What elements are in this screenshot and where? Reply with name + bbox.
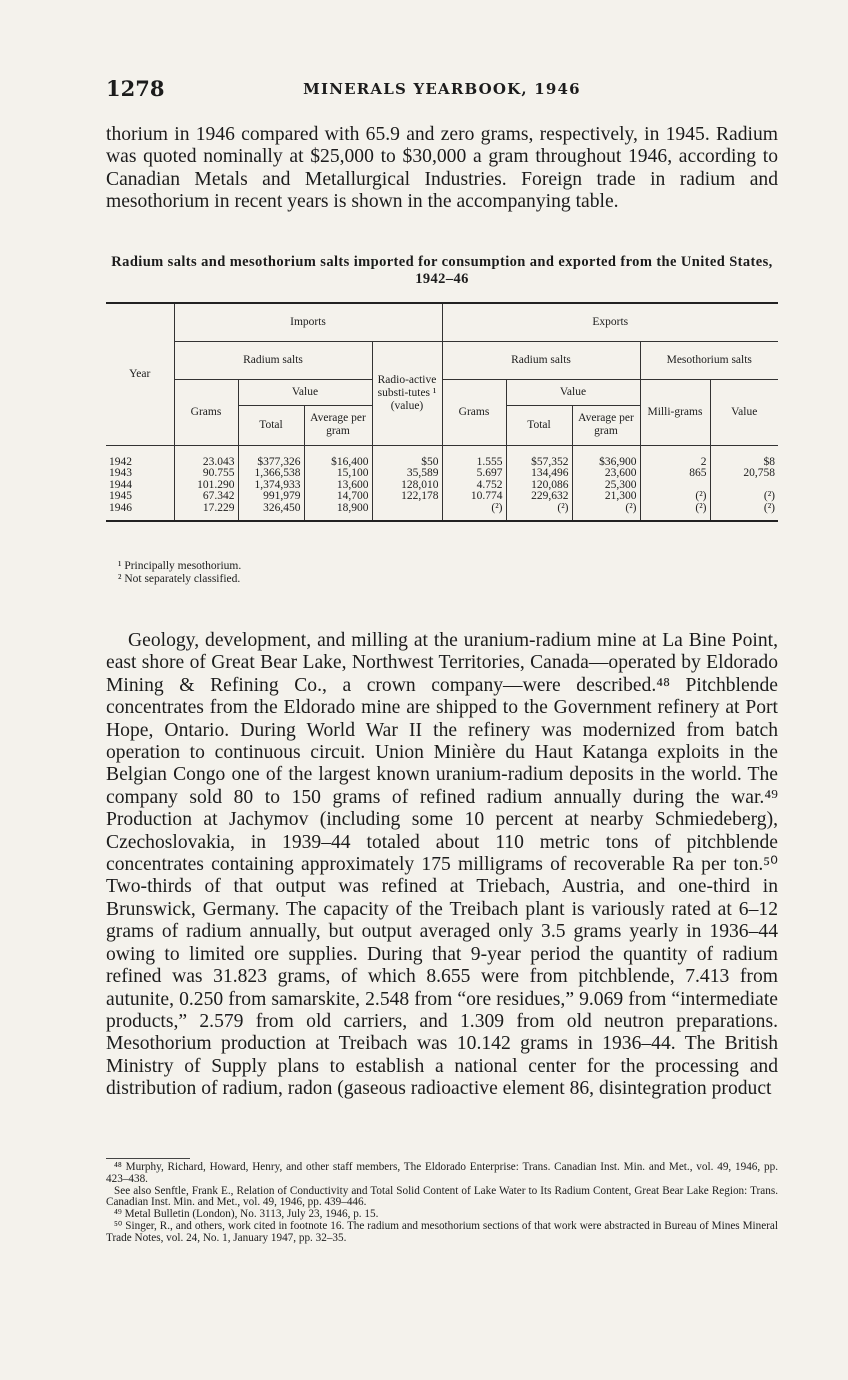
footnote-48: ⁴⁸ Murphy, Richard, Howard, Henry, and other staff members, The Eldorado Enterprise: Trans. Canadian Inst. Min. and Met., vol. 49, 1946, pp. 423–438. — [106, 1161, 778, 1185]
cell-imp-total: 326,450 — [238, 503, 304, 522]
cell-exp-total: $57,352 — [506, 445, 572, 468]
cell-exp-average: 25,300 — [572, 480, 640, 492]
page-number: 1278 — [106, 76, 165, 101]
cell-imp-total: 1,374,933 — [238, 480, 304, 492]
col-header-exp-total: Total — [506, 405, 572, 445]
col-header-imports: Imports — [174, 303, 442, 341]
table-title: Radium salts and mesothorium salts imported for consumption and exported from the United States, 1942–46 — [111, 254, 773, 287]
cell-radioactive: 35,589 — [372, 468, 442, 480]
cell-imp-grams: 17.229 — [174, 503, 238, 522]
col-header-exp-average: Average per gram — [572, 405, 640, 445]
col-header-imp-average: Average per gram — [304, 405, 372, 445]
cell-imp-grams: 67.342 — [174, 491, 238, 503]
table-notes — [118, 560, 241, 585]
running-head: MINERALS YEARBOOK, 1946 — [303, 80, 581, 98]
cell-meso-value: $8 — [710, 445, 778, 468]
intro-paragraph: thorium in 1946 compared with 65.9 and zero grams, respectively, in 1945. Radium was quoted nominally at $25,000 to $30,000 a gram throughout 1946, according to Canadian Metals and Metallurgical Industries. Foreign trade in radium and mesothorium in recent years is shown in the accompanying table. — [106, 124, 778, 213]
cell-exp-total: 229,632 — [506, 491, 572, 503]
cell-meso-mg: (²) — [640, 503, 710, 522]
col-header-imp-total: Total — [238, 405, 304, 445]
table-row — [106, 468, 778, 480]
col-header-imp-radium-salts: Radium salts — [174, 341, 372, 379]
footnote-50: ⁵⁰ Singer, R., and others, work cited in footnote 16. The radium and mesothorium sections of that work were abstracted in Bureau of Mines Mineral Trade Notes, vol. 24, No. 1, January 1947, pp. 32–35. — [106, 1219, 778, 1244]
cell-exp-grams: (²) — [442, 503, 506, 522]
cell-exp-total: (²) — [506, 503, 572, 522]
col-header-year: Year — [106, 303, 174, 445]
footnotes — [106, 1162, 778, 1245]
cell-meso-mg: 865 — [640, 468, 710, 480]
cell-meso-mg: (²) — [640, 491, 710, 503]
cell-radioactive: 128,010 — [372, 480, 442, 492]
cell-imp-average: 14,700 — [304, 491, 372, 503]
col-header-exp-radium-salts: Radium salts — [442, 341, 640, 379]
cell-imp-average: 13,600 — [304, 480, 372, 492]
cell-year: 1944 — [106, 480, 174, 492]
page-header — [106, 76, 778, 102]
cell-exp-total: 120,086 — [506, 480, 572, 492]
cell-imp-average: 15,100 — [304, 468, 372, 480]
cell-exp-average: 23,600 — [572, 468, 640, 480]
cell-imp-average: $16,400 — [304, 445, 372, 468]
cell-imp-total: 1,366,538 — [238, 468, 304, 480]
cell-radioactive — [372, 503, 442, 522]
cell-imp-total: $377,326 — [238, 445, 304, 468]
cell-exp-grams: 1.555 — [442, 445, 506, 468]
table-note: ¹ Principally mesothorium. — [118, 560, 242, 572]
cell-exp-total: 134,496 — [506, 468, 572, 480]
cell-exp-grams: 5.697 — [442, 468, 506, 480]
trade-table — [106, 302, 778, 522]
cell-imp-grams: 90.755 — [174, 468, 238, 480]
cell-meso-value: 20,758 — [710, 468, 778, 480]
main-paragraph: Geology, development, and milling at the uranium-radium mine at La Bine Point, east shore of Great Bear Lake, Northwest Territories, Canada—operated by Eldorado Mining & Refining Co., a crown company—were described.⁴⁸ Pitchblende concentrates from the Eldorado mine are shipped to the Government refinery at Port Hope, Ontario. During World War II the refinery was modernized from batch operation to continuous circuit. Union Minière du Haut Katanga exploits in the Belgian Congo one of the largest known uranium-radium deposits in the world. The company sold 80 to 150 grams of refined radium annually during the war.⁴⁹ Production at Jachymov (including some 10 percent at nearby Schmiedeberg), Czechoslovakia, in 1939–44 totaled about 110 metric tons of pitchblende concentrates containing approximately 175 milligrams of recoverable Ra per ton.⁵⁰ Two-thirds of that output was refined at Triebach, Austria, and one-third in Brunswick, Germany. The capacity of the Treibach plant is variously rated at 6–12 grams of radium annually, but output averaged only 3.5 grams yearly in 1936–44 owing to limited ore supplies. During that 9-year period the quantity of radium refined was 31.823 grams, of which 8.655 were from pitchblende, 7.413 from autunite, 0.250 from samarskite, 2.548 from “ore residues,” 9.069 from “intermediate products,” 2.579 from old carriers, and 1.309 from old neutron preparations. Mesothorium production at Treibach was 10.142 grams in 1936–44. The British Ministry of Supply plans to establish a national center for the processing and distribution of radium, radon (gaseous radioactive element 86, disintegration product — [106, 630, 778, 1100]
cell-year: 1943 — [106, 468, 174, 480]
table-note: ² Not separately classified. — [118, 572, 241, 585]
cell-imp-average: 18,900 — [304, 503, 372, 522]
cell-radioactive: 122,178 — [372, 491, 442, 503]
cell-exp-average: 21,300 — [572, 491, 640, 503]
footnote-48-see-also: See also Senftle, Frank E., Relation of Conductivity and Total Solid Content of Lake Water to Its Radium Content, Great Bear Lake Region: Trans. Canadian Inst. Min. and Met., vol. 49, 1946, pp. 439–446. — [106, 1184, 778, 1209]
cell-meso-value: (²) — [710, 491, 778, 503]
cell-exp-average: (²) — [572, 503, 640, 522]
cell-imp-grams: 23.043 — [174, 445, 238, 468]
table-row — [106, 503, 778, 522]
col-header-meso-value: Value — [710, 379, 778, 445]
col-header-mesothorium-salts: Mesothorium salts — [640, 341, 778, 379]
table-row — [106, 491, 778, 503]
footnote-rule — [106, 1158, 190, 1159]
cell-imp-grams: 101.290 — [174, 480, 238, 492]
cell-meso-value: (²) — [710, 503, 778, 522]
cell-exp-grams: 4.752 — [442, 480, 506, 492]
cell-radioactive: $50 — [372, 445, 442, 468]
col-header-milligrams: Milli-grams — [640, 379, 710, 445]
table-row — [106, 445, 778, 468]
col-header-exp-value: Value — [506, 379, 640, 405]
col-header-radioactive-substitutes: Radio-active substi-tutes ¹ (value) — [372, 341, 442, 445]
cell-imp-total: 991,979 — [238, 491, 304, 503]
col-header-exports: Exports — [442, 303, 778, 341]
col-header-imp-grams: Grams — [174, 379, 238, 445]
cell-year: 1946 — [106, 503, 174, 522]
footnote-49: ⁴⁹ Metal Bulletin (London), No. 3113, July 23, 1946, p. 15. — [114, 1208, 379, 1221]
cell-meso-mg: 2 — [640, 445, 710, 468]
cell-exp-grams: 10.774 — [442, 491, 506, 503]
col-header-imp-value: Value — [238, 379, 372, 405]
col-header-exp-grams: Grams — [442, 379, 506, 445]
cell-year: 1942 — [106, 445, 174, 468]
cell-exp-average: $36,900 — [572, 445, 640, 468]
cell-year: 1945 — [106, 491, 174, 503]
